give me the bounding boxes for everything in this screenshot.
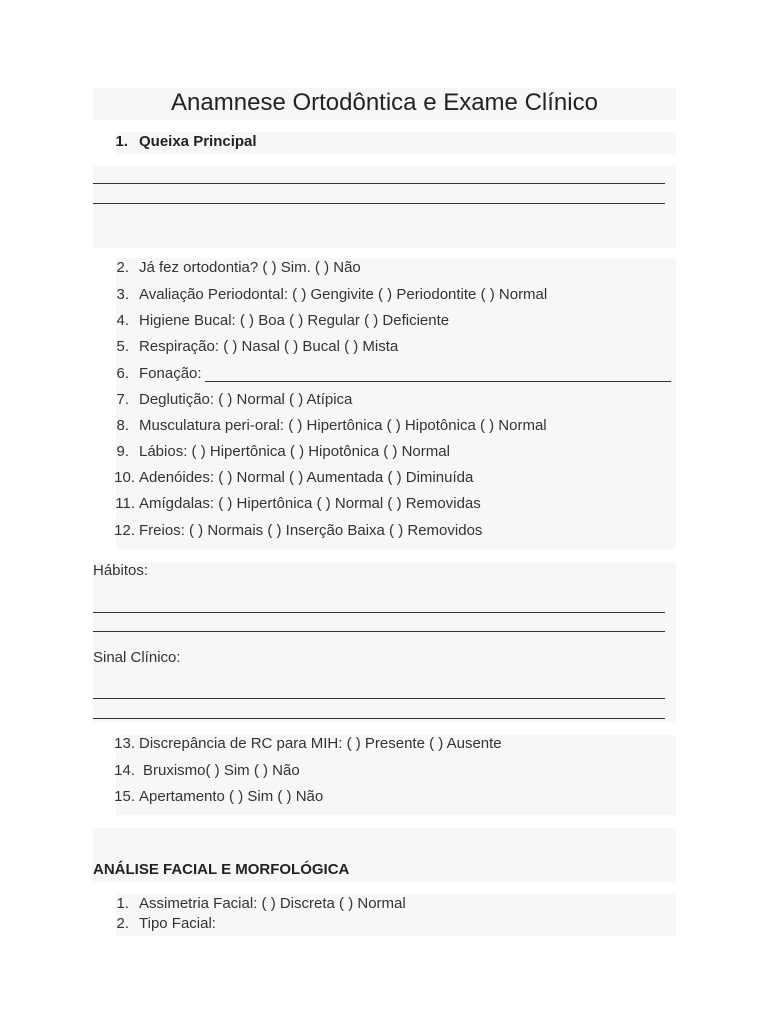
answer-line xyxy=(93,631,665,632)
item-number: 5. xyxy=(116,338,129,355)
item-number: 9. xyxy=(116,443,129,460)
question-periodontal: Avaliação Periodontal: ( ) Gengivite ( ) Periodontite ( ) Normal xyxy=(139,286,548,303)
answer-line xyxy=(93,183,665,184)
item-number: 12. xyxy=(114,522,135,539)
question-adenoides: Adenóides: ( ) Normal ( ) Aumentada ( ) Diminuída xyxy=(139,469,474,486)
question-amigdalas: Amígdalas: ( ) Hipertônica ( ) Normal ( ) Removidas xyxy=(139,495,481,512)
question-musculatura: Musculatura peri-oral: ( ) Hipertônica ( ) Hipotônica ( ) Normal xyxy=(139,417,547,434)
item-number: 2. xyxy=(116,915,129,932)
answer-line xyxy=(93,203,665,204)
answer-line-fonacao xyxy=(205,381,671,382)
item-number: 8. xyxy=(116,417,129,434)
question-higiene: Higiene Bucal: ( ) Boa ( ) Regular ( ) Deficiente xyxy=(139,312,450,329)
item-number: 2. xyxy=(116,259,129,276)
question-ortodontia: Já fez ortodontia? ( ) Sim. ( ) Não xyxy=(139,259,361,276)
answer-line xyxy=(93,612,665,613)
item-number: 11. xyxy=(115,495,135,512)
item-number: 3. xyxy=(116,286,129,303)
question-respiracao: Respiração: ( ) Nasal ( ) Bucal ( ) Mista xyxy=(139,338,399,355)
item-number: 14. xyxy=(114,762,135,779)
label-sinal-clinico: Sinal Clínico: xyxy=(93,649,181,666)
section-number: 1. xyxy=(115,133,128,150)
item-number: 7. xyxy=(116,391,129,408)
question-apertamento: Apertamento ( ) Sim ( ) Não xyxy=(139,788,324,805)
question-labios: Lábios: ( ) Hipertônica ( ) Hipotônica ( ) Normal xyxy=(139,443,450,460)
section-heading-analise-facial: ANÁLISE FACIAL E MORFOLÓGICA xyxy=(93,861,350,878)
item-number: 13. xyxy=(114,735,135,752)
page-title: Anamnese Ortodôntica e Exame Clínico xyxy=(93,88,676,120)
answer-line xyxy=(93,718,665,719)
item-number: 6. xyxy=(116,365,129,382)
label-habitos: Hábitos: xyxy=(93,562,149,579)
question-assimetria: Assimetria Facial: ( ) Discreta ( ) Normal xyxy=(139,895,406,912)
answer-area-queixa xyxy=(93,166,676,248)
item-number: 4. xyxy=(116,312,129,329)
question-discrepancia: Discrepância de RC para MIH: ( ) Presente ( ) Ausente xyxy=(139,735,502,752)
question-tipo-facial: Tipo Facial: xyxy=(139,915,216,932)
item-number: 1. xyxy=(116,895,129,912)
question-degluticao: Deglutição: ( ) Normal ( ) Atípica xyxy=(139,391,353,408)
question-freios: Freios: ( ) Normais ( ) Inserção Baixa ( ) Removidos xyxy=(139,522,483,539)
answer-line xyxy=(93,698,665,699)
question-fonacao: Fonação: xyxy=(139,365,202,382)
item-number: 15. xyxy=(114,788,135,805)
question-bruxismo: Bruxismo( ) Sim ( ) Não xyxy=(143,762,300,779)
section-heading-queixa: Queixa Principal xyxy=(139,133,257,150)
item-number: 10. xyxy=(114,469,135,486)
